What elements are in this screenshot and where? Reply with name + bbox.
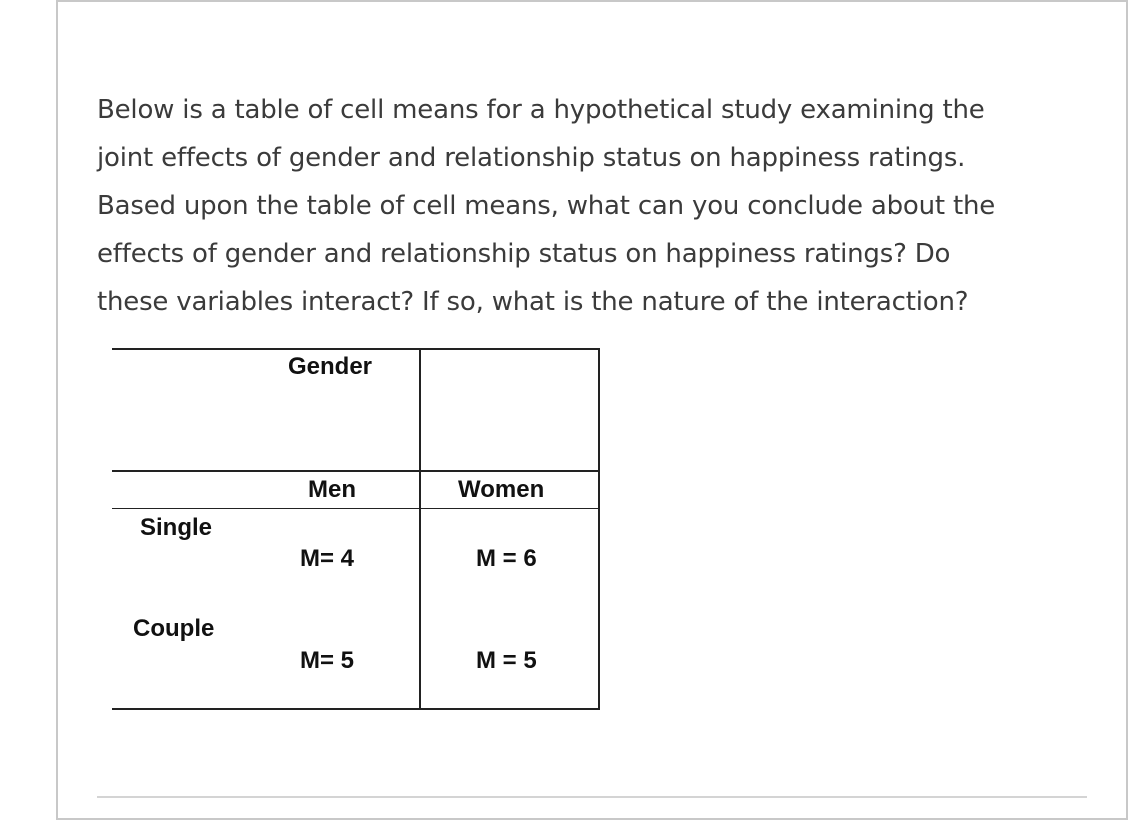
table-right-border bbox=[598, 348, 600, 710]
table-top-border bbox=[112, 348, 600, 350]
table-header-divider bbox=[112, 470, 600, 472]
bottom-divider bbox=[97, 796, 1087, 798]
table-bottom-border bbox=[112, 708, 600, 710]
question-line: joint effects of gender and relationship status on happiness ratings. bbox=[97, 143, 966, 173]
column-header-women: Women bbox=[458, 476, 545, 503]
question-line: Based upon the table of cell means, what can you conclude about the bbox=[97, 191, 996, 221]
question-line: these variables interact? If so, what is the nature of the interaction? bbox=[97, 287, 969, 317]
table-column-divider bbox=[419, 348, 421, 710]
question-text bbox=[97, 86, 1087, 326]
column-header-men: Men bbox=[308, 476, 356, 503]
cell-couple-men: M= 5 bbox=[300, 647, 355, 674]
gender-header: Gender bbox=[288, 353, 373, 380]
cell-single-men: M= 4 bbox=[300, 545, 355, 572]
cell-means-table bbox=[110, 345, 602, 713]
cell-single-women: M = 6 bbox=[476, 545, 537, 572]
row-label-single: Single bbox=[140, 514, 213, 541]
question-line: Below is a table of cell means for a hypothetical study examining the bbox=[97, 95, 985, 125]
cell-couple-women: M = 5 bbox=[476, 647, 537, 674]
table-column-header-divider bbox=[112, 508, 600, 509]
question-line: effects of gender and relationship status on happiness ratings? Do bbox=[97, 239, 951, 269]
row-label-couple: Couple bbox=[133, 615, 215, 642]
